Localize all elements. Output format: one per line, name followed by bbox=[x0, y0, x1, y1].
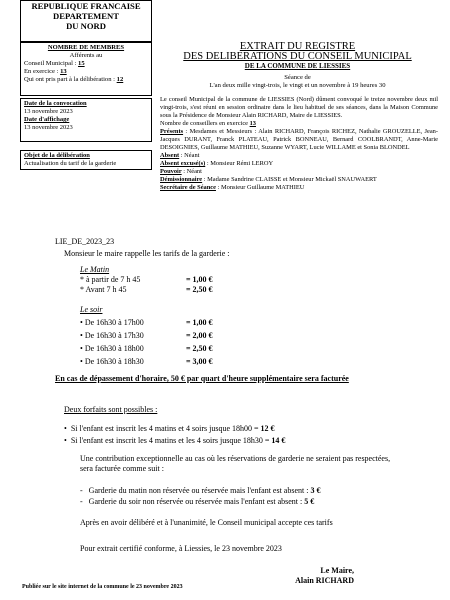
extrait-line-1: EXTRAIT DU REGISTRE bbox=[239, 41, 356, 52]
unanimite-text: Après en avoir délibéré et à l'unanimité, le Conseil municipal accepte ces tarifs bbox=[80, 518, 333, 527]
rep-line-2: DEPARTEMENT bbox=[53, 11, 119, 21]
affichage-value: 13 novembre 2023 bbox=[24, 124, 73, 131]
depassement-text: En cas de dépassement d'horaire, 50 € par quart d'heure supplémentaire sera facturée bbox=[55, 374, 349, 383]
members-title: NOMBRE DE MEMBRES bbox=[47, 44, 125, 51]
seance-line-1: Séance de bbox=[284, 74, 311, 81]
convocation-value: 13 novembre 2023 bbox=[24, 108, 73, 115]
soir-row-4-value: = 3,00 € bbox=[186, 357, 213, 366]
members-part: Qui ont pris part à la délibération : 12 bbox=[24, 76, 124, 83]
signature-title: Le Maire, bbox=[320, 566, 354, 575]
soir-row-1-value: = 1,00 € bbox=[186, 318, 213, 327]
exercice-line: Nombre de conseillers en exercice 13 bbox=[160, 120, 256, 127]
intro-text: Le conseil Municipal de la commune de LIESSIES (Nord) dûment convoqué le treize novembre deux mil vingt-trois, s'est réuni en session ordinaire dans le lieu habituel de ses séances, dans la Maison Commune sous la Présidence de Monsieur Alain RICHARD, Maire de LIESSIES. bbox=[160, 96, 438, 119]
extrait-line-3: DE LA COMMUNE DE LIESSIES bbox=[244, 62, 351, 70]
rep-line-1: REPUBLIQUE FRANCAISE bbox=[31, 1, 141, 11]
extrait-certifie: Pour extrait certifié conforme, à Liessies, le 23 novembre 2023 bbox=[80, 544, 282, 553]
deliberation-body bbox=[160, 96, 438, 192]
contrib-1: - Garderie du matin non réservée ou réservée mais l'enfant est absent : 3 € bbox=[80, 486, 321, 495]
absent-line: Absent : Néant bbox=[160, 152, 200, 159]
matin-row-1-label: * à partir de 7 h 45 bbox=[80, 275, 141, 284]
contribution-text: Une contribution exceptionnelle au cas où les réservations de garderie ne seraient pas respectées, sera facturée comme suit : bbox=[80, 454, 391, 473]
affichage-label: Date d'affichage bbox=[24, 116, 70, 123]
members-box bbox=[20, 42, 152, 96]
forfaits-label: Deux forfaits sont possibles : bbox=[64, 405, 158, 414]
matin-label: Le Matin bbox=[80, 265, 110, 274]
soir-row-2: • De 16h30 à 17h30 bbox=[80, 331, 144, 340]
signature-name: Alain RICHARD bbox=[295, 576, 354, 585]
soir-row-2-value: = 2,00 € bbox=[186, 331, 213, 340]
members-conseil: Conseil Municipal : 15 bbox=[24, 60, 85, 67]
publication-note: Publiée sur le site internet de la commune le 23 novembre 2023 bbox=[22, 584, 183, 590]
pouvoir-line: Pouvoir : Néant bbox=[160, 168, 202, 175]
members-exercice: En exercice : 13 bbox=[24, 68, 67, 75]
seance-line-2: L'an deux mille vingt-trois, le vingt et un novembre à 19 heures 30 bbox=[209, 82, 386, 89]
secretaire-line: Secrétaire de Séance : Monsieur Guillaume MATHIEU bbox=[160, 184, 305, 191]
objet-box bbox=[20, 150, 152, 170]
soir-row-4: • De 16h30 à 18h30 bbox=[80, 357, 144, 366]
objet-value: Actualisation du tarif de la garderie bbox=[24, 160, 117, 167]
tarifs-intro: Monsieur le maire rappelle les tarifs de la garderie : bbox=[64, 249, 230, 258]
soir-row-1: • De 16h30 à 17h00 bbox=[80, 318, 144, 327]
presents-line: Présents : Mesdames et Messieurs : Alain RICHARD, François RICHEZ, Nathalie GROUZELLE, Jean-Jacques DURANT, Franck PLATEAU, Patrick BONNEAU, Bernard COOLBRANDT, Anne-Marie DESOIGNIES, Guillaume MATHIEU, Suzanne WYART, Lucie WILLAME et Sonia BLONDEL bbox=[160, 128, 438, 151]
extrait-line-2: DES DELIBERATIONS DU CONSEIL MUNICIPAL bbox=[183, 51, 412, 62]
matin-row-2-label: * Avant 7 h 45 bbox=[80, 285, 127, 294]
soir-label: Le soir bbox=[80, 305, 103, 314]
forfait-2: • Si l'enfant est inscrit les 4 matins et les 4 soirs jusque 18h30 = 14 € bbox=[64, 436, 286, 445]
soir-row-3: • De 16h30 à 18h00 bbox=[80, 344, 144, 353]
rep-line-3: DU NORD bbox=[66, 21, 106, 31]
contrib-2: - Garderie du soir non réservée ou réservée mais l'enfant est absent : 5 € bbox=[80, 497, 315, 506]
excuses-line: Absent excusé(s) : Monsieur Rémi LEROY bbox=[160, 160, 274, 167]
matin-row-1-value: = 1,00 € bbox=[186, 275, 213, 284]
objet-label: Objet de la délibération bbox=[24, 152, 90, 159]
deliberation-ref: LIE_DE_2023_23 bbox=[55, 237, 115, 246]
soir-row-3-value: = 2,50 € bbox=[186, 344, 213, 353]
demission-line: Démissionnaire : Madame Sandrine CLAISSE et Monsieur Mickaël SNAUWAERT bbox=[160, 176, 377, 183]
forfait-1: • Si l'enfant est inscrit les 4 matins et 4 soirs jusque 18h00 = 12 € bbox=[64, 424, 275, 433]
seance-block bbox=[160, 74, 435, 90]
convocation-label: Date de la convocation bbox=[24, 100, 87, 107]
republique-box bbox=[20, 0, 152, 42]
matin-row-2-value: = 2,50 € bbox=[186, 285, 213, 294]
dates-box bbox=[20, 98, 152, 142]
extrait-title bbox=[160, 42, 435, 71]
members-affectes: Afférents au bbox=[69, 52, 103, 59]
